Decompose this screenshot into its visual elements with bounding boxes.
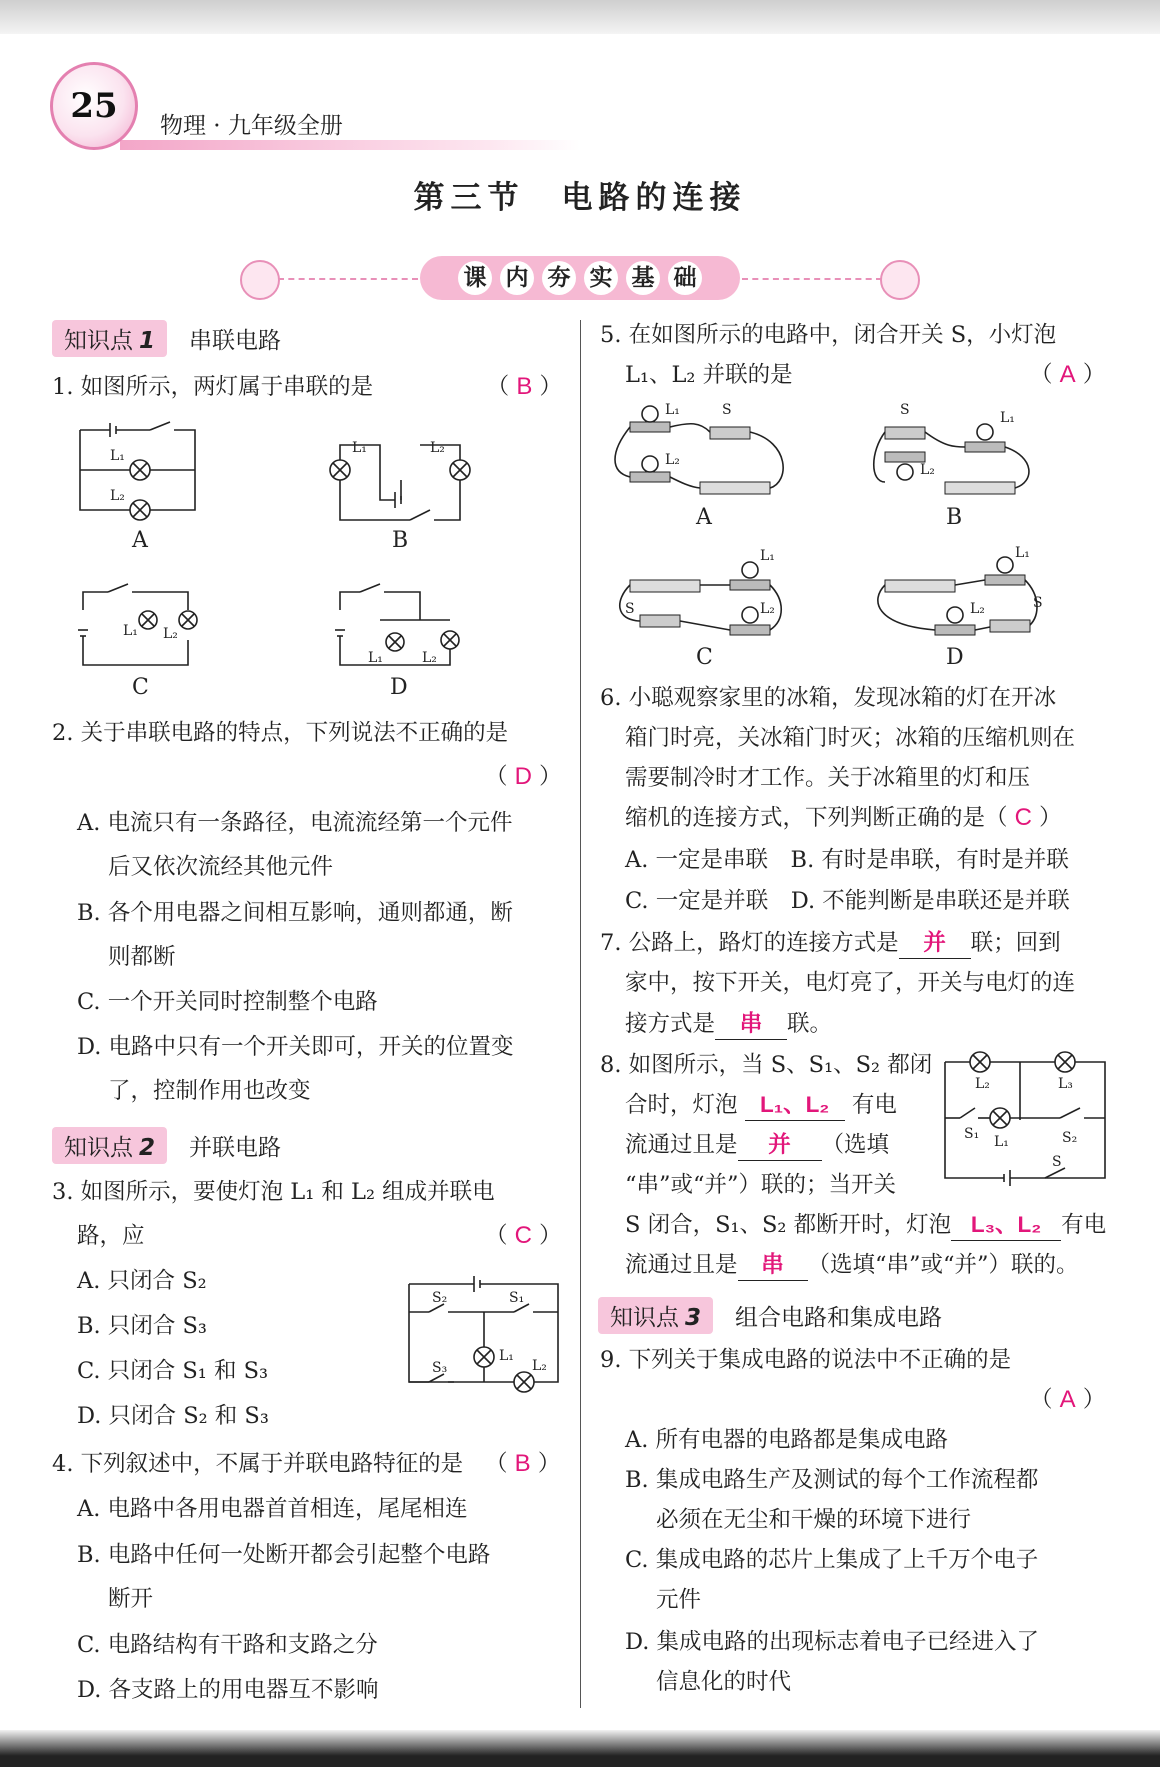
- q1-circuit-b: [330, 440, 470, 520]
- q5-figure-b: [875, 402, 1045, 502]
- svg-text:S₁: S₁: [964, 1126, 980, 1142]
- svg-text:L₂: L₂: [422, 650, 437, 666]
- svg-text:L₂: L₂: [163, 626, 178, 642]
- svg-text:L₂: L₂: [760, 601, 775, 617]
- svg-text:L₁: L₁: [123, 623, 138, 639]
- page-number-badge: 25: [50, 62, 138, 150]
- q1-circuit-c: [78, 580, 208, 670]
- svg-text:L₁: L₁: [368, 650, 383, 666]
- knowledge-point-2: 知识点 2 并联电路: [52, 1127, 281, 1164]
- column-divider: [580, 320, 581, 1708]
- svg-text:S: S: [722, 402, 732, 418]
- svg-text:L₁: L₁: [994, 1134, 1009, 1150]
- q5-figure-a: [620, 402, 790, 502]
- knowledge-point-1: 知识点 1 串联电路: [52, 320, 281, 357]
- svg-text:L₃: L₃: [1058, 1076, 1073, 1092]
- q3-circuit: [404, 1272, 564, 1402]
- banner-pill: 课 内 夯 实 基 础: [420, 256, 740, 300]
- q3-answer-bracket: （ C ）: [485, 1222, 562, 1249]
- bottom-shadow-band: [0, 1730, 1160, 1767]
- top-shadow-band: [0, 0, 1160, 34]
- svg-text:L₁: L₁: [665, 402, 680, 418]
- q1-circuit-a: [70, 420, 210, 520]
- q5-figure-d: [875, 545, 1045, 645]
- svg-text:S: S: [1033, 595, 1043, 611]
- svg-text:L₁: L₁: [110, 448, 125, 464]
- q1-circuit-d: [330, 580, 470, 670]
- svg-text:L₂: L₂: [430, 440, 445, 456]
- knowledge-point-3: 知识点 3 组合电路和集成电路: [598, 1297, 942, 1334]
- banner-right-rewind-icon: [880, 260, 920, 300]
- svg-text:S: S: [900, 402, 910, 418]
- q9-answer-bracket: （ A ）: [1030, 1386, 1106, 1413]
- svg-text:S₂: S₂: [1062, 1130, 1078, 1146]
- q7-line1: 7. 公路上，路灯的连接方式是 并 联；回到: [600, 928, 1061, 959]
- header-underline: [120, 140, 580, 150]
- svg-text:L₂: L₂: [970, 601, 985, 617]
- q1-stem: 1. 如图所示，两灯属于串联的是 （ B ）: [52, 373, 562, 400]
- practice-banner: [240, 256, 920, 302]
- svg-text:L₂: L₂: [532, 1358, 547, 1374]
- q8-circuit: [940, 1050, 1110, 1185]
- svg-text:L₁: L₁: [1015, 545, 1030, 561]
- svg-text:S: S: [625, 601, 635, 617]
- q4-answer-bracket: （ B ）: [485, 1450, 561, 1477]
- svg-text:S₁: S₁: [509, 1290, 525, 1306]
- svg-text:L₁: L₁: [1000, 410, 1015, 426]
- q2-answer-bracket: （ D ）: [485, 763, 562, 790]
- svg-text:L₂: L₂: [665, 452, 680, 468]
- q2-stem: 2. 关于串联电路的特点，下列说法不正确的是: [52, 720, 509, 746]
- svg-text:S: S: [1052, 1154, 1062, 1170]
- svg-text:L₂: L₂: [110, 488, 125, 504]
- svg-text:S₂: S₂: [432, 1290, 448, 1306]
- svg-text:L₁: L₁: [352, 440, 367, 456]
- banner-left-play-icon: [240, 260, 280, 300]
- svg-text:S₃: S₃: [432, 1360, 448, 1376]
- svg-text:L₂: L₂: [920, 462, 935, 478]
- section-title: 第三节 电路的连接: [413, 180, 747, 216]
- q5-answer-bracket: （ A ）: [1030, 361, 1106, 388]
- svg-text:L₁: L₁: [499, 1348, 514, 1364]
- book-title: 物理 · 九年级全册: [160, 113, 343, 139]
- svg-text:L₂: L₂: [975, 1076, 990, 1092]
- q1-answer: B: [516, 373, 533, 400]
- q7-line3: 接方式是 串 联。: [625, 1009, 832, 1040]
- svg-text:L₁: L₁: [760, 548, 775, 564]
- q5-figure-c: [620, 545, 790, 645]
